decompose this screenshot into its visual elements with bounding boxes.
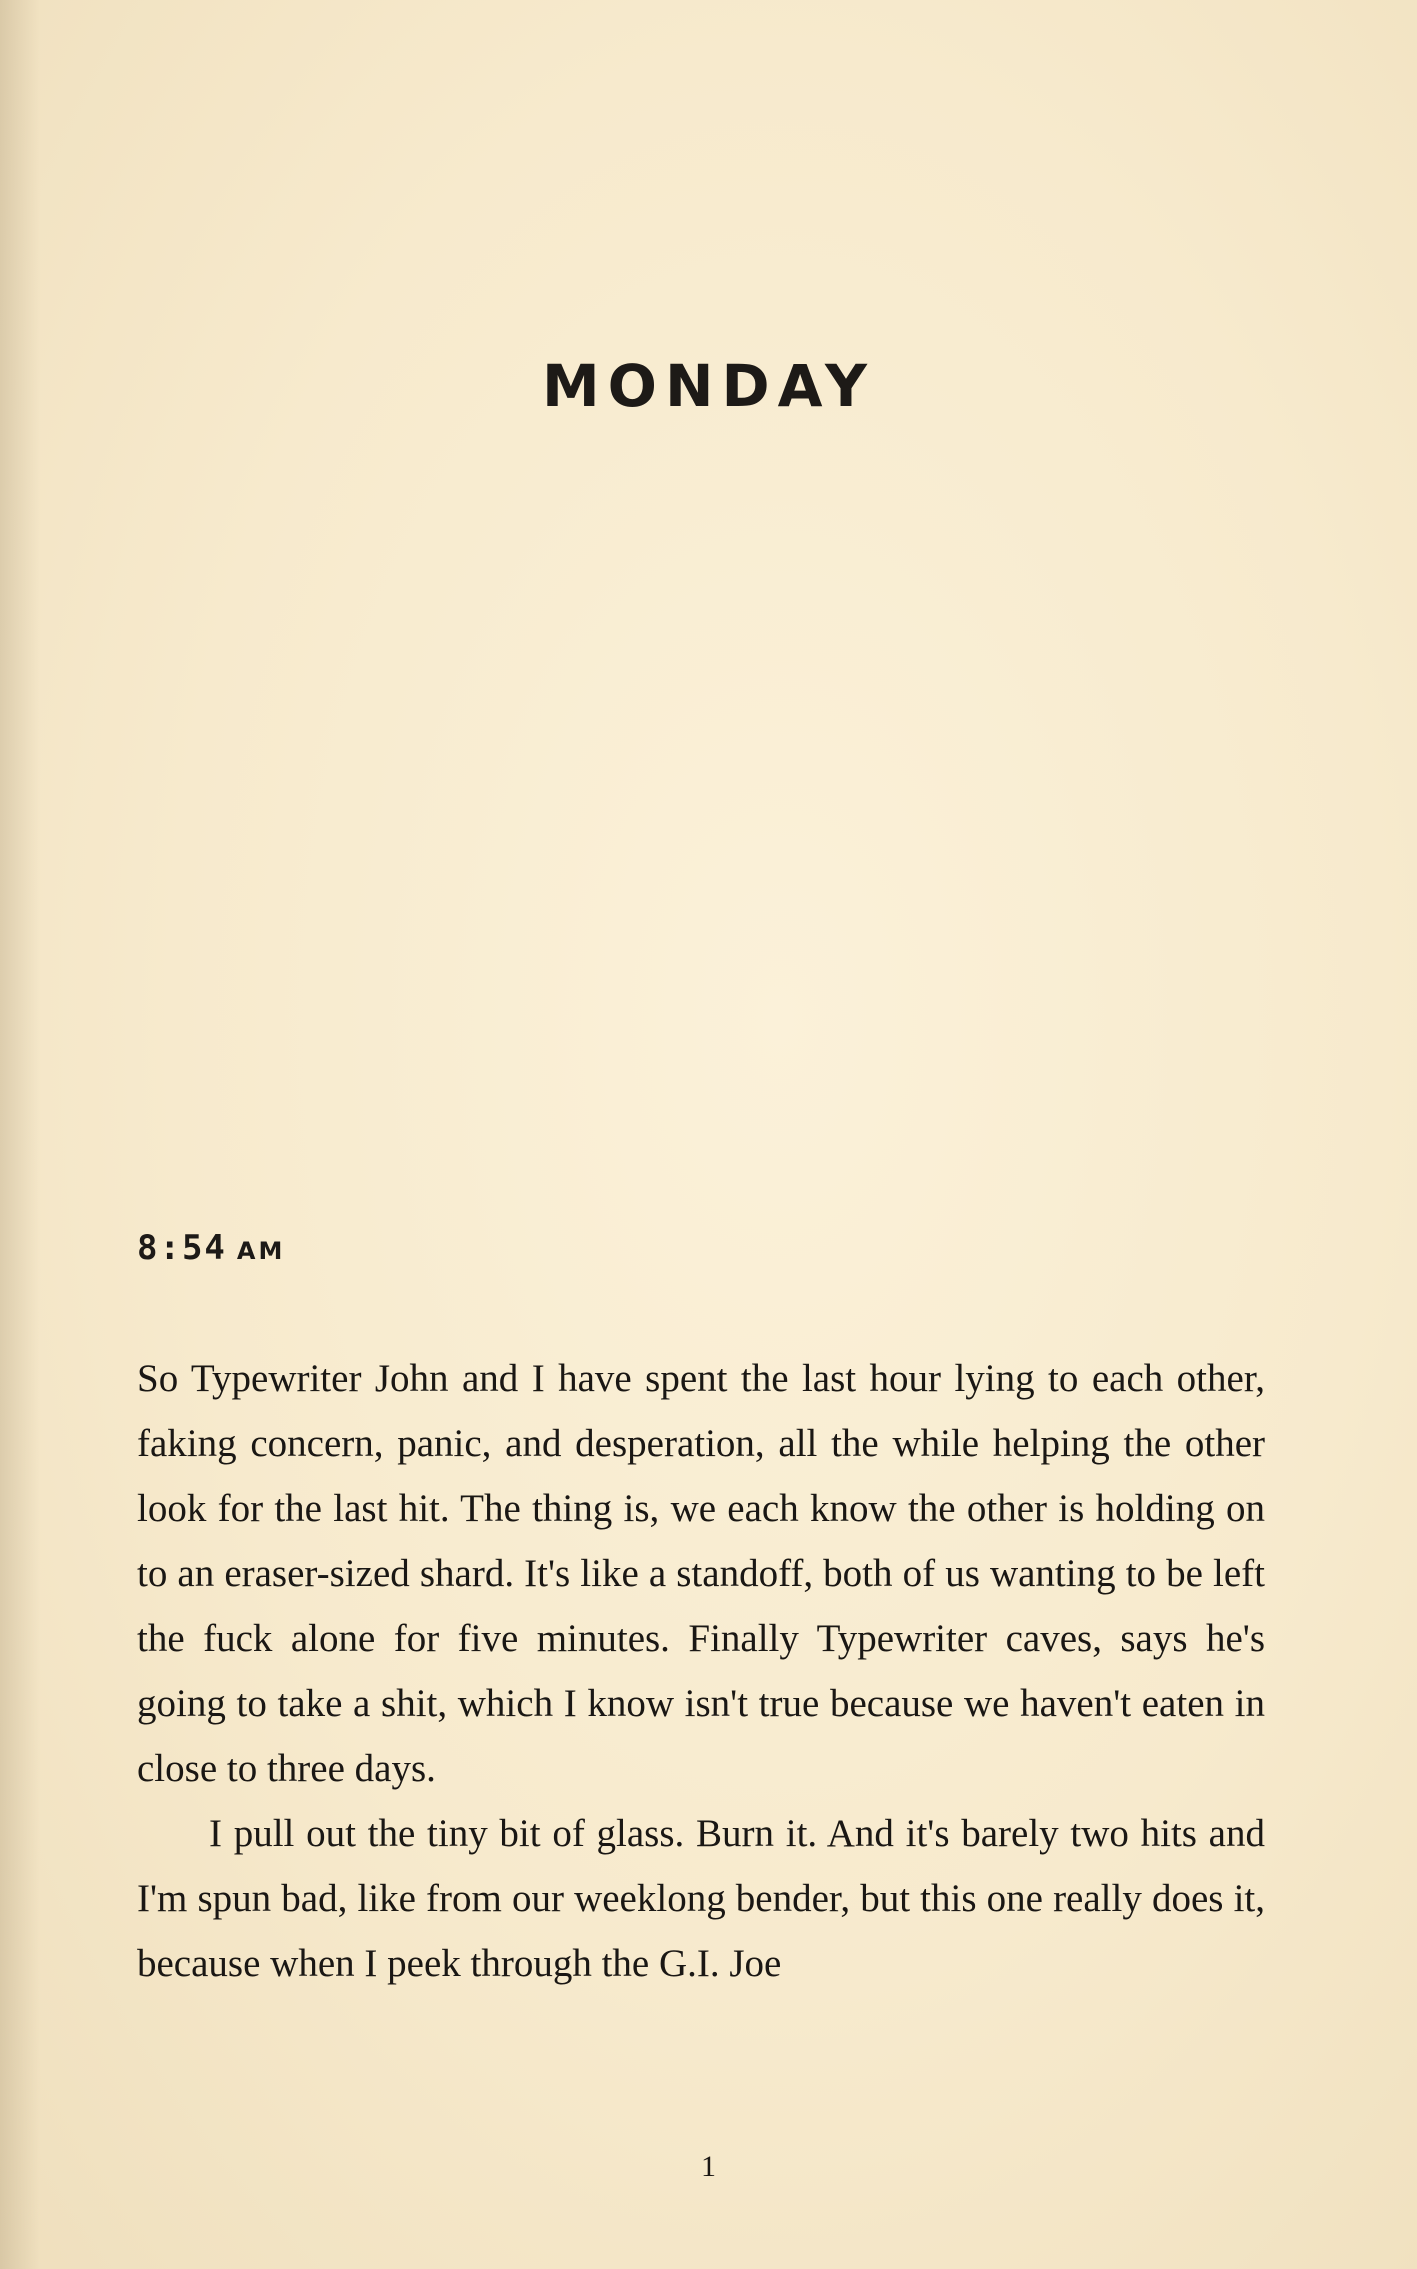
body-text xyxy=(137,1346,1265,1996)
page-number: 1 xyxy=(701,2150,716,2183)
chapter-title: MONDAY xyxy=(541,352,876,420)
paragraph: I pull out the tiny bit of glass. Burn it. And it's barely two hits and I'm spun bad, like from our weeklong bender, but this one really does it, because when I peek through the G.I. Joe xyxy=(137,1812,1265,1985)
section-timestamp xyxy=(137,1228,285,1268)
page-gutter-shadow xyxy=(0,0,40,2269)
timestamp-time: 8:54 xyxy=(137,1228,227,1268)
timestamp-ampm: AM xyxy=(236,1237,286,1265)
paragraph: So Typewriter John and I have spent the last hour lying to each other, faking concern, panic, and desperation, all the while helping the other look for the last hit. The thing is, we each know the other is holding on to an eraser-sized shard. It's like a standoff, both of us wanting to be left the fuck alone for five minutes. Finally Typewriter caves, says he's going to take a shit, which I know isn't true because we haven't eaten in close to three days. xyxy=(137,1357,1265,1790)
